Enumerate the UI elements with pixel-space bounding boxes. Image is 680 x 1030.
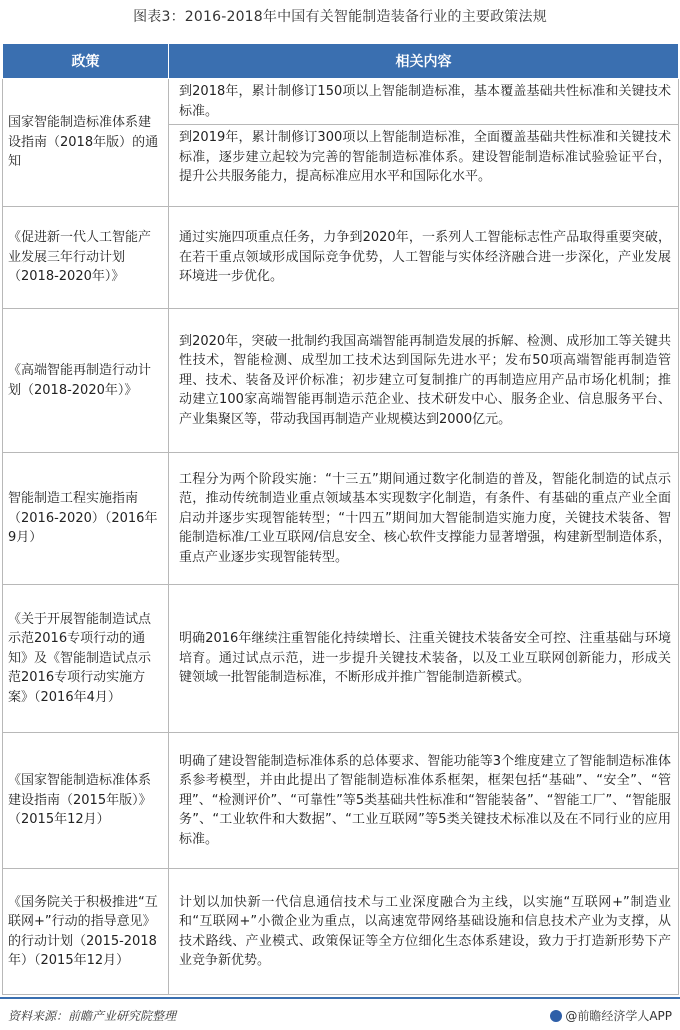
- table-row: [3, 207, 679, 309]
- policy-cell: 《国家智能制造标准体系建设指南（2015年版）》（2015年12月）: [3, 733, 169, 869]
- table-row: [3, 733, 679, 869]
- brand-label: @前瞻经济学人APP: [565, 1009, 672, 1023]
- content-cell: 通过实施四项重点任务，力争到2020年，一系列人工智能标志性产品取得重要突破，在若干重点领域形成国际竞争优势，人工智能与实体经济融合进一步深化，产业发展环境进一步优化。: [169, 207, 679, 309]
- chart-title: 图表3：2016-2018年中国有关智能制造装备行业的主要政策法规: [133, 9, 547, 25]
- brand-credit: [550, 1007, 672, 1024]
- content-cell: 到2018年，累计制修订150项以上智能制造标准，基本覆盖基础共性标准和关键技术标准。: [169, 79, 679, 125]
- brand-logo-icon: [550, 1010, 562, 1022]
- source-note: 资料来源：前瞻产业研究院整理: [8, 1009, 177, 1023]
- table-row: [3, 453, 679, 585]
- table-row: [3, 869, 679, 995]
- policy-cell: 《关于开展智能制造试点示范2016专项行动的通知》及《智能制造试点示范2016专项行动实施方案》（2016年4月）: [3, 585, 169, 733]
- table-row: [3, 309, 679, 453]
- footer: [0, 997, 680, 1030]
- policy-cell: 《促进新一代人工智能产业发展三年行动计划（2018-2020年）》: [3, 207, 169, 309]
- table-header-row: [3, 44, 679, 79]
- policy-cell: 《高端智能再制造行动计划（2018-2020年）》: [3, 309, 169, 453]
- table-row: [3, 585, 679, 733]
- content-cell: 工程分为两个阶段实施：“十三五”期间通过数字化制造的普及，智能化制造的试点示范，推动传统制造业重点领域基本实现数字化制造，有条件、有基础的重点产业全面启动并逐步实现智能转型；“十四五”期间加大智能制造实施力度，关键技术装备、智能制造标准/工业互联网/信息安全、核心软件支撑能力显著增强，构建新型制造体系，重点产业逐步实现智能转型。: [169, 453, 679, 585]
- content-cell: 到2019年，累计制修订300项以上智能制造标准，全面覆盖基础共性标准和关键技术标准，逐步建立起较为完善的智能制造标准体系。建设智能制造标准试验验证平台，提升公共服务能力，提高标准应用水平和国际化水平。: [169, 125, 679, 207]
- content-cell: 计划以加快新一代信息通信技术与工业深度融合为主线，以实施“互联网+”制造业和“互联网+”小微企业为重点，以高速宽带网络基础设施和信息技术产业为支撑，从技术路线、产业模式、政策保证等全方位细化生态体系建设，致力于打造新形势下产业竞争新优势。: [169, 869, 679, 995]
- header-content: 相关内容: [169, 44, 679, 79]
- header-policy: 政策: [3, 44, 169, 79]
- content-cell: 到2020年，突破一批制约我国高端智能再制造发展的拆解、检测、成形加工等关键共性技术，智能检测、成型加工技术达到国际先进水平；发布50项高端智能再制造管理、技术、装备及评价标准；初步建立可复制推广的再制造应用产品市场化机制；推动建立100家高端智能再制造示范企业、技术研发中心、服务企业、信息服务平台、产业集聚区等，带动我国再制造产业规模达到2000亿元。: [169, 309, 679, 453]
- policy-cell: 《国务院关于积极推进“互联网+”行动的指导意见》的行动计划（2015-2018年）（2015年12月）: [3, 869, 169, 995]
- content-cell: 明确了建设智能制造标准体系的总体要求、智能功能等3个维度建立了智能制造标准体系参考模型，并由此提出了智能制造标准体系框架，框架包括“基础”、“安全”、“管理”、“检测评价”、“可靠性”等5类基础共性标准和“智能装备”、“智能工厂”、“智能服务”、“工业软件和大数据”、“工业互联网”等5类关键技术标准以及在不同行业的应用标准。: [169, 733, 679, 869]
- content-cell: 明确2016年继续注重智能化持续增长、注重关键技术装备安全可控、注重基础与环境培育。通过试点示范，进一步提升关键技术装备，以及工业互联网创新能力，形成关键领域一批智能制造标准，不断形成并推广智能制造新模式。: [169, 585, 679, 733]
- policy-table: [2, 43, 679, 995]
- table-row: [3, 79, 679, 125]
- policy-cell: 智能制造工程实施指南（2016-2020）（2016年9月）: [3, 453, 169, 585]
- policy-cell: 国家智能制造标准体系建设指南（2018年版）的通知: [3, 79, 169, 207]
